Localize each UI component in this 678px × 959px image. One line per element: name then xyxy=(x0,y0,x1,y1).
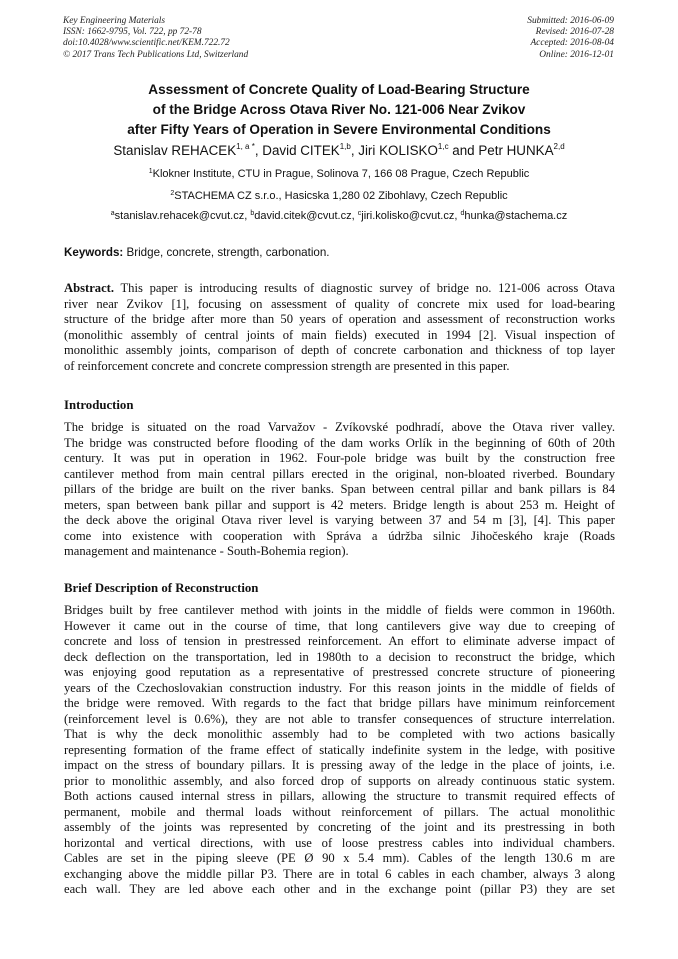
author-list xyxy=(30,142,648,160)
author-affiliation-mark: 1,c xyxy=(437,142,449,151)
paragraph-line: However it came out in the course of time, that long cantilevers give way due to creeping of xyxy=(64,618,615,633)
paragraph-line: representing formation of the frame effect of statically indefinite system in the ledge, with positive xyxy=(64,742,615,757)
email-address: jiri.kolisko@cvut.cz xyxy=(361,210,455,222)
paragraph-line: management and maintenance - South-Bohemia region). xyxy=(64,544,349,558)
abstract-line: (monolithic assembly of central joints of main fields) executed in 1994 [2]. Visual inspection of xyxy=(64,327,615,342)
email-mark: a xyxy=(110,210,115,217)
paper-title xyxy=(40,80,638,140)
paragraph-line: years of the Czechoslovakian construction industry. For this reason joints in the middle of fields of xyxy=(64,680,615,695)
abstract-line: river near Zvikov [1], focusing on assessment of quality of concrete mix used for load-bearing xyxy=(64,296,615,311)
abstract xyxy=(64,281,615,374)
email-mark: b xyxy=(250,210,255,217)
abstract-line: monolithic assembly joints, comparison of depth of concrete carbonation and thickness of top layer xyxy=(64,343,615,357)
paragraph-line: cantilever method from main central pillars erected in the original, non-bloated riverbed. Boundary xyxy=(64,466,615,481)
author-name: Jiri KOLISKO xyxy=(358,143,438,158)
email-separator: , xyxy=(244,210,251,222)
introduction-paragraph xyxy=(64,420,615,560)
abstract-line: of reinforcement concrete and concrete compression strength are presented in this paper. xyxy=(64,358,510,373)
paragraph-line: exchanging above the middle pillar P3. There are in total 6 cables in each chamber, always 3 along xyxy=(64,866,615,881)
title-line: of the Bridge Across Otava River No. 121-006 Near Zvikov xyxy=(152,102,526,117)
affiliation-text: STACHEMA CZ s.r.o., Hasicska 1,280 02 Zibohlavy, Czech Republic xyxy=(174,190,508,202)
paragraph-line: Cables are set in the piping sleeve (PE Ø 90 x 5.4 mm). Cables of the length 130.6 m are xyxy=(64,851,615,865)
author-name: Petr HUNKA xyxy=(478,143,554,158)
email-separator: , xyxy=(454,210,461,222)
paragraph-line: (reinforcement level is 0.6%), they are not able to transfer consequences of structure interrelation. xyxy=(64,711,615,726)
paragraph-line: century. It was put in operation in 1962. Four-pole bridge was built by the construction free xyxy=(64,451,615,465)
paragraph-line: the bridge were removed. With regards to the fact that bridge pillars have minimum reinforcement xyxy=(64,696,615,710)
dates-header xyxy=(527,16,614,61)
author-name: David CITEK xyxy=(262,143,340,158)
accepted-date: Accepted: 2016-08-04 xyxy=(530,38,614,49)
title-line: Assessment of Concrete Quality of Load-Bearing Structure xyxy=(148,82,530,97)
paragraph-line: meters, span between bank pillar and support is 42 meters. Bridge length is about 253 m. Height of xyxy=(64,497,615,512)
email-mark: c xyxy=(357,210,362,217)
reconstruction-paragraph xyxy=(64,603,615,898)
paragraph-line: concrete and loss of tension in prestressed reinforcement. An effort to eliminate adverse impact of xyxy=(64,634,615,648)
paragraph-line: the deck above the original Otava river level is varying between 37 and 54 m [3], [4]. This paper xyxy=(64,513,615,527)
section-heading-introduction: Introduction xyxy=(64,398,134,412)
paragraph-line: was enjoying good reputation as a representative of prestressed concrete structure of pioneering xyxy=(64,665,615,679)
paragraph-line: deck deflection on the transportation, led in 1980th to a decision to reconstruct the bridge, which xyxy=(64,649,615,664)
title-line: after Fifty Years of Operation in Severe Environmental Conditions xyxy=(127,122,551,137)
issn-line: ISSN: 1662-9795, Vol. 722, pp 72-78 xyxy=(63,27,202,38)
submitted-date: Submitted: 2016-06-09 xyxy=(527,16,614,26)
affiliation-mark: 1 xyxy=(148,168,153,175)
author-affiliation-mark: 1,b xyxy=(339,142,351,151)
journal-name: Key Engineering Materials xyxy=(63,16,166,26)
email-address: stanislav.rehacek@cvut.cz xyxy=(114,210,245,222)
paragraph-line: impact on the stress of boundary pillars. It is pressing away of the ledge in the place of joints, i.e. xyxy=(64,758,615,772)
abstract-line: structure of the bridge after more than 50 years of operation and assessment of reconstruction works xyxy=(64,312,615,326)
paragraph-line: horizontal and vertical directions, with use of loose prestress cables into individual chambers. xyxy=(64,835,615,850)
email-address: david.citek@cvut.cz xyxy=(254,210,352,222)
affiliation xyxy=(30,167,648,181)
paragraph-line: That is why the deck monolithic assembly had to be completed with two actions basically xyxy=(64,727,615,741)
author-affiliation-mark: 2,d xyxy=(553,142,565,151)
paragraph-line: assembly of the joints was represented by concreting of the joint and its prestressing in both xyxy=(64,820,615,834)
keywords-label: Keywords: xyxy=(64,246,124,259)
author-affiliation-mark: 1, a * xyxy=(236,142,255,151)
journal-info-header xyxy=(63,16,248,61)
abstract-line-text: This paper is introducing results of diagnostic survey of bridge no. 121-006 across Otava xyxy=(114,281,615,295)
paragraph-line: The bridge was constructed before flooding of the dam works Orlík in the beginning of 60th of 20th xyxy=(64,435,615,450)
paragraph-line: Bridges built by free cantilever method with joints in the middle of fields were common in 1960th. xyxy=(64,603,615,617)
doi-line: doi:10.4028/www.scientific.net/KEM.722.72 xyxy=(63,38,230,49)
affiliation-text: Klokner Institute, CTU in Prague, Solinova 7, 166 08 Prague, Czech Republic xyxy=(152,168,530,180)
section-heading-reconstruction: Brief Description of Reconstruction xyxy=(64,581,259,595)
email-mark: d xyxy=(460,210,465,217)
abstract-label: Abstract. xyxy=(64,281,115,295)
paragraph-line: each wall. They are led above each other and in the exchange point (pillar P3) they are set xyxy=(64,882,615,896)
online-date: Online: 2016-12-01 xyxy=(539,49,614,60)
revised-date: Revised: 2016-07-28 xyxy=(535,27,614,38)
paragraph-line: come into existence with cooperation with Správa a údržba silnic Jihočeského kraje (Roads xyxy=(64,528,615,543)
paragraph-line: permanent, mobile and thermal loads without reinforcement of pillars. The actual monolithic xyxy=(64,804,615,819)
keywords-text: Bridge, concrete, strength, carbonation. xyxy=(123,246,330,259)
author-separator: and xyxy=(448,143,479,158)
author-separator: , xyxy=(254,143,263,158)
author-name: Stanislav REHACEK xyxy=(113,143,237,158)
author-separator: , xyxy=(350,143,359,158)
paragraph-line: prior to monolithic assembly, and also forced drop of supports on already continuous static system. xyxy=(64,773,615,788)
paragraph-line: The bridge is situated on the road Varvažov - Zvíkovské podhradí, above the Otava river valley. xyxy=(64,420,615,434)
author-emails xyxy=(30,209,648,223)
email-address: hunka@stachema.cz xyxy=(464,210,568,222)
affiliation-mark: 2 xyxy=(170,190,175,197)
affiliation xyxy=(30,189,648,203)
copyright-line: © 2017 Trans Tech Publications Ltd, Switzerland xyxy=(63,49,249,60)
email-separator: , xyxy=(351,210,358,222)
paragraph-line: pillars of the bridge are built on the river banks. Span between central pillar and bank pillars is 84 xyxy=(64,482,615,496)
abstract-line xyxy=(64,281,615,297)
paragraph-line: Both actions caused internal stress in pillars, allowing the structure to transmit required effects of xyxy=(64,789,615,803)
keywords xyxy=(64,246,616,260)
